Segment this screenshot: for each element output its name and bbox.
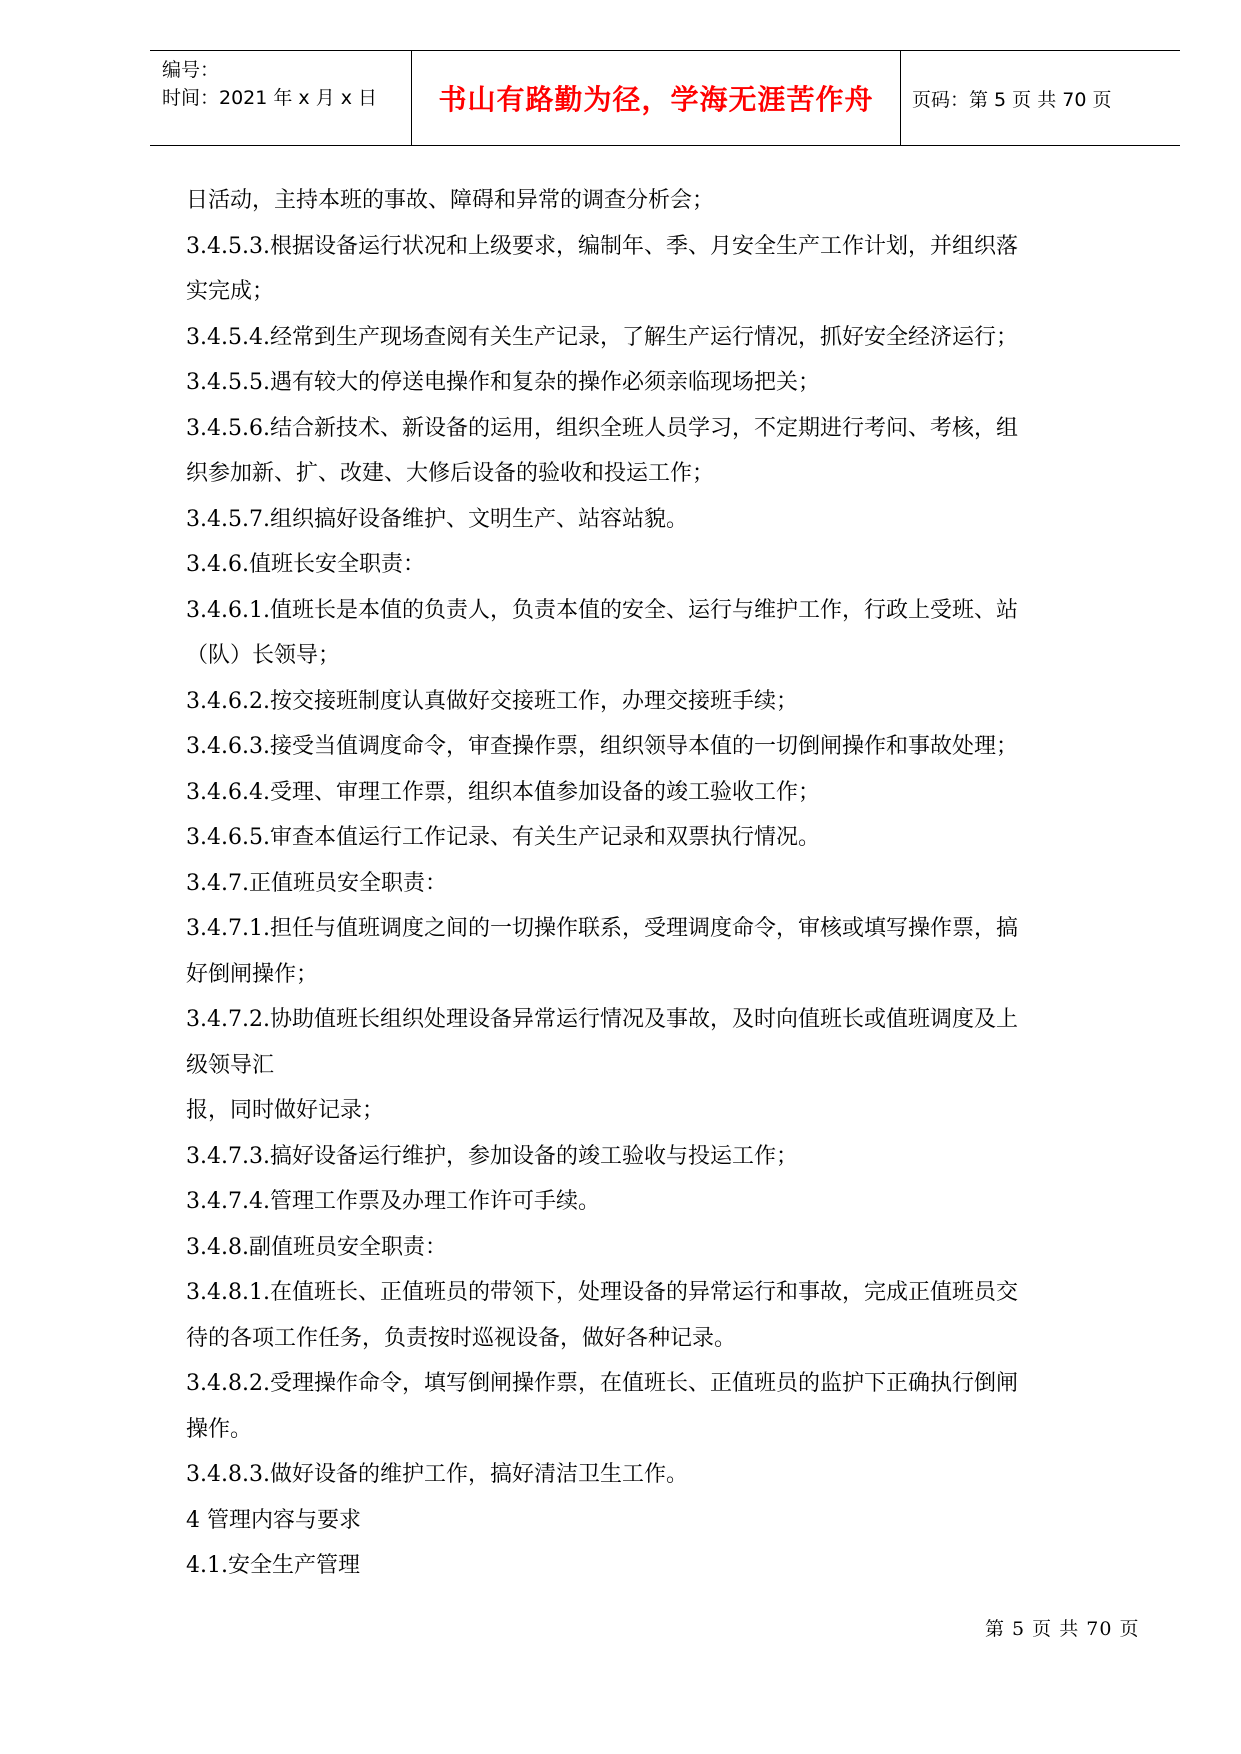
body-line: 操作。	[186, 1416, 253, 1442]
chapter-heading: 4 管理内容与要求	[186, 1507, 361, 1533]
body-line: 级领导汇	[186, 1052, 275, 1078]
body-line: 织参加新、扩、改建、大修后设备的验收和投运工作；	[186, 461, 715, 486]
body-line: 3.4.7.4.管理工作票及办理工作许可手续。	[186, 1189, 600, 1214]
section-heading: 3.4.6.值班长安全职责：	[186, 552, 425, 577]
section-heading: 3.4.8.副值班员安全职责：	[186, 1234, 447, 1260]
body-line: 3.4.7.1.担任与值班调度之间的一切操作联系，受理调度命令，审核或填写操作票，搞	[186, 916, 1018, 941]
body-line: 3.4.8.2.受理操作命令，填写倒闸操作票，在值班长、正值班员的监护下正确执行倒闸	[186, 1371, 1018, 1396]
body-line: 待的各项工作任务，负责按时巡视设备，做好各种记录。	[186, 1325, 737, 1351]
body-line: 3.4.6.3.接受当值调度命令，审查操作票，组织领导本值的一切倒闸操作和事故处理；	[186, 734, 1018, 759]
body-line: 日活动，主持本班的事故、障碍和异常的调查分析会；	[186, 188, 715, 213]
body-line: 3.4.8.3.做好设备的维护工作，搞好清洁卫生工作。	[186, 1462, 688, 1487]
body-line: 3.4.5.5.遇有较大的停送电操作和复杂的操作必须亲临现场把关；	[186, 370, 820, 395]
body-line: 报，同时做好记录；	[186, 1098, 385, 1123]
body-line: 3.4.5.3.根据设备运行状况和上级要求，编制年、季、月安全生产工作计划，并组织落	[186, 233, 1018, 259]
header-page-cell	[900, 51, 1180, 145]
body-line: 3.4.7.3.搞好设备运行维护，参加设备的竣工验收与投运工作；	[186, 1143, 798, 1169]
page-footer-number: 第 5 页 共 70 页	[985, 1618, 1140, 1640]
section-heading: 4.1.安全生产管理	[186, 1553, 360, 1578]
body-line: 3.4.6.4.受理、审理工作票，组织本值参加设备的竣工验收工作；	[186, 779, 820, 805]
document-time-label: 时间：2021 年 x 月 x 日	[162, 87, 378, 109]
body-line: 实完成；	[186, 279, 275, 304]
body-line: 3.4.6.5.审查本值运行工作记录、有关生产记录和双票执行情况。	[186, 825, 820, 850]
body-line: 3.4.5.4.经常到生产现场查阅有关生产记录，了解生产运行情况，抓好安全经济运行；	[186, 324, 1018, 350]
body-line: 3.4.8.1.在值班长、正值班员的带领下，处理设备的异常运行和事故，完成正值班员交	[186, 1280, 1018, 1305]
body-line: 3.4.6.2.按交接班制度认真做好交接班工作，办理交接班手续；	[186, 688, 798, 714]
body-line: 3.4.5.7.组织搞好设备维护、文明生产、站容站貌。	[186, 506, 688, 532]
body-line: 好倒闸操作；	[186, 961, 319, 987]
header-page-code: 页码：第 5 页 共 70 页	[912, 88, 1112, 111]
document-body	[186, 178, 1136, 1589]
document-code-label: 编号：	[162, 59, 220, 81]
section-heading: 3.4.7.正值班员安全职责：	[186, 870, 447, 896]
header-motto-cell	[411, 51, 901, 145]
body-line: 3.4.5.6.结合新技术、新设备的运用，组织全班人员学习，不定期进行考问、考核，组	[186, 415, 1018, 441]
body-line: （队）长领导；	[186, 643, 341, 668]
body-line: 3.4.6.1.值班长是本值的负责人，负责本值的安全、运行与维护工作，行政上受班、站	[186, 597, 1018, 623]
header-info-cell	[150, 51, 410, 145]
header-motto: 书山有路勤为径，学海无涯苦作舟	[438, 83, 874, 116]
page-header	[150, 50, 1180, 146]
body-line: 3.4.7.2.协助值班长组织处理设备异常运行情况及事故，及时向值班长或值班调度及上	[186, 1007, 1018, 1032]
